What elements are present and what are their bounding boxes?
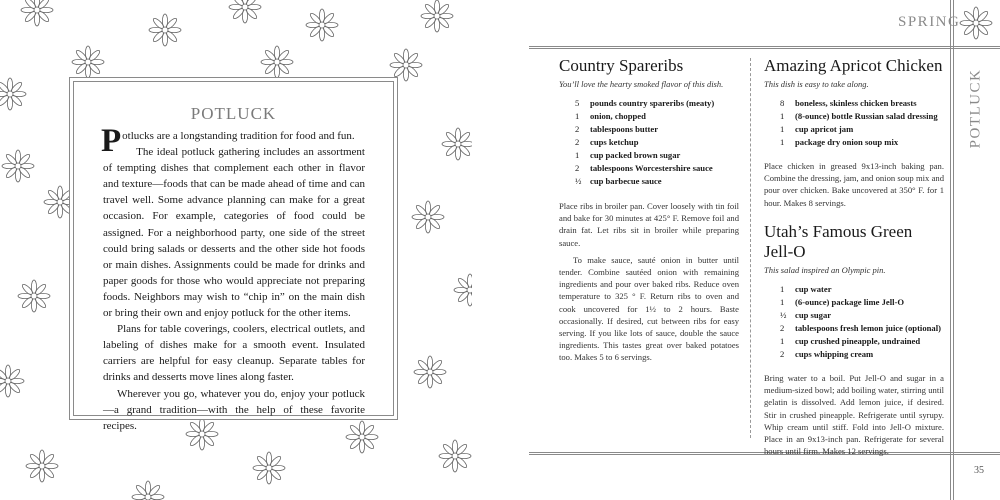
page-title: POTLUCK	[190, 104, 277, 123]
ingredient-list	[764, 97, 944, 149]
left-page	[0, 0, 472, 500]
ingredient	[575, 123, 739, 136]
daisy-icon	[25, 449, 59, 483]
ingredient-item: cup packed brown sugar	[590, 150, 681, 160]
ingredient-qty: 2	[575, 124, 580, 134]
daisy-icon	[228, 0, 262, 24]
recipe-directions	[764, 160, 944, 209]
daisy-icon	[0, 364, 25, 398]
ingredient-qty: 1	[780, 124, 785, 134]
daisy-icon	[441, 127, 472, 161]
ingredient	[780, 110, 944, 123]
section-heading: SPRING	[898, 14, 961, 30]
daisy-icon	[71, 45, 105, 79]
ingredient	[575, 162, 739, 175]
recipe-apricot-chicken	[764, 56, 944, 209]
ingredient-item: (8-ounce) bottle Russian salad dressing	[795, 111, 938, 121]
ingredient	[780, 97, 944, 110]
recipe-subtitle: You’ll love the hearty smoked flavor of this dish.	[559, 79, 724, 89]
recipe-subtitle: This salad inspired an Olympic pin.	[764, 265, 886, 275]
ingredient-item: cups ketchup	[590, 137, 639, 147]
directions-paragraph: To make sauce, sauté onion in butter until tender. Combine sautéed onion with remaining ingredients and pour over baked ribs. Reduce oven temperature to 325 ° F. Return ribs to oven and cook uncovered for 1½ to 2 hours. Baste occasionally. If desired, cut between ribs for easy serving. If you like lots of sauce, double the sauce ingredients. This tastes great over baked potatoes too. Makes 5 to 6 servings.	[559, 254, 739, 363]
intro-paragraph: The ideal potluck gathering includes an assortment of tempting dishes that complement each other in flavor and texture—foods that can be made ahead of time and can travel well. Some advance planning can make for a great occasion. For example, categories of food could be assigned. For a neighborhood party, one side of the street could bring salads or desserts and the other side hot foods or main dishes. Assignments could be made for drinks and paper goods for those who would appreciate not preparing foods. Neighbors may wish to “chip in” on the main dish or bring their own and enjoy potluck for the other items.	[103, 146, 365, 320]
drop-cap: P	[101, 123, 122, 159]
ingredient	[780, 322, 944, 335]
intro-paragraph: Plans for table coverings, coolers, electrical outlets, and labeling of dishes make for a smooth event. Insulated carriers are helpful for easy cleanup. Separate tables for drinks and desserts move lines along faster.	[103, 323, 365, 384]
ingredient	[780, 283, 944, 296]
recipe-green-jello	[764, 222, 944, 457]
recipe-subtitle: This dish is easy to take along.	[764, 79, 869, 89]
ingredient	[780, 136, 944, 149]
ingredient-qty: 2	[575, 137, 580, 147]
ingredient-qty: 1	[780, 137, 785, 147]
ingredient-qty: 8	[780, 98, 785, 108]
intro-paragraph: Wherever you go, whatever you do, enjoy your potluck—a grand tradition—with the help of these favorite recipes.	[103, 387, 365, 432]
ingredient	[575, 110, 739, 123]
daisy-icon	[420, 0, 454, 33]
ingredient-item: cup sugar	[795, 310, 832, 320]
ingredient-list	[764, 283, 944, 361]
ingredient-item: onion, chopped	[590, 111, 646, 121]
ingredient	[780, 309, 944, 322]
ingredient	[780, 123, 944, 136]
ingredient-qty: 1	[780, 111, 785, 121]
ingredient-item: tablespoons Worcestershire sauce	[590, 163, 713, 173]
ingredient-qty: 2	[575, 163, 580, 173]
directions-paragraph: Place chicken in greased 9x13-inch baking pan. Combine the dressing, jam, and onion soup mix and pour over chicken. Bake uncovered at 350° F. for 1 hour. Makes 8 servings.	[764, 161, 944, 208]
recipe-title: Country Spareribs	[559, 56, 684, 75]
page-number: 35	[974, 465, 984, 476]
ingredient-qty: 1	[575, 150, 580, 160]
ingredient-item: package dry onion soup mix	[795, 137, 899, 147]
recipe-directions	[764, 372, 944, 457]
ingredient-item: boneless, skinless chicken breasts	[795, 98, 917, 108]
ingredient-qty: 1	[780, 284, 785, 294]
ingredient-qty: ½	[575, 176, 582, 186]
ingredient	[780, 335, 944, 348]
daisy-icon	[17, 279, 51, 313]
daisy-icon	[305, 8, 339, 42]
intro-frame	[69, 77, 398, 432]
daisy-icon	[148, 13, 182, 47]
daisy-icon	[0, 77, 27, 111]
ingredient-qty: 1	[575, 111, 580, 121]
side-rule	[950, 0, 954, 500]
recipe-country-spareribs	[559, 56, 739, 364]
ingredient-item: (6-ounce) package lime Jell-O	[795, 297, 905, 307]
ingredient	[575, 136, 739, 149]
daisy-icon	[131, 480, 165, 500]
ingredient-qty: 2	[780, 323, 785, 333]
ingredient	[575, 149, 739, 162]
ingredient-item: cup barbecue sauce	[590, 176, 662, 186]
daisy-icon	[260, 45, 294, 79]
ingredient-item: tablespoons butter	[590, 124, 659, 134]
column-divider	[750, 58, 751, 438]
recipe-directions	[559, 200, 739, 364]
daisy-icon	[413, 355, 447, 389]
ingredient-qty: 5	[575, 98, 580, 108]
recipe-title: Amazing Apricot Chicken	[764, 56, 943, 75]
ingredient-qty: ½	[780, 310, 787, 320]
daisy-icon	[438, 439, 472, 473]
ingredient-qty: 2	[780, 349, 785, 359]
ingredient	[575, 97, 739, 110]
ingredient-item: cup apricot jam	[795, 124, 854, 134]
directions-paragraph: Place ribs in broiler pan. Cover loosely with tin foil and bake for 30 minutes at 425° F. Remove foil and drain fat. Let ribs sit in broiler while preparing sauce.	[559, 201, 739, 248]
recipe-title: Utah’s Famous Green Jell-O	[764, 222, 913, 261]
daisy-icon	[959, 6, 993, 40]
intro-text	[101, 123, 365, 434]
intro-paragraph	[101, 123, 365, 159]
daisy-icon	[1, 149, 35, 183]
ingredient-qty: 1	[780, 336, 785, 346]
ingredient	[780, 348, 944, 361]
side-tab	[960, 58, 992, 158]
ingredient-item: cup water	[795, 284, 832, 294]
ingredient-item: pounds country spareribs (meaty)	[590, 98, 715, 108]
directions-paragraph: Bring water to a boil. Put Jell-O and sugar in a medium-sized bowl; add boiling water, stirring until gelatin is dissolved. Add lemon juice, if desired. Stir in crushed pineapple. Refrigerate until syrupy. Whip cream until stiff. Fold into Jell-O mixture. Place in an 9x13-inch pan. Refrigerate for several hours until firm. Makes 12 servings.	[764, 373, 944, 457]
ingredient-list	[559, 97, 739, 188]
daisy-icon	[453, 273, 472, 307]
daisy-icon	[20, 0, 54, 27]
ingredient-item: cup crushed pineapple, undrained	[795, 336, 921, 346]
intro-paragraph-text: otlucks are a longstanding tradition for food and fun.	[122, 130, 355, 142]
ingredient-qty: 1	[780, 297, 785, 307]
top-rule	[529, 46, 1000, 49]
daisy-icon	[411, 200, 445, 234]
daisy-icon	[252, 451, 286, 485]
side-tab-label: POTLUCK	[967, 68, 984, 148]
ingredient	[575, 175, 739, 188]
ingredient-item: tablespoons fresh lemon juice (optional)	[795, 323, 941, 333]
ingredient	[780, 296, 944, 309]
ingredient-item: cups whipping cream	[795, 349, 874, 359]
